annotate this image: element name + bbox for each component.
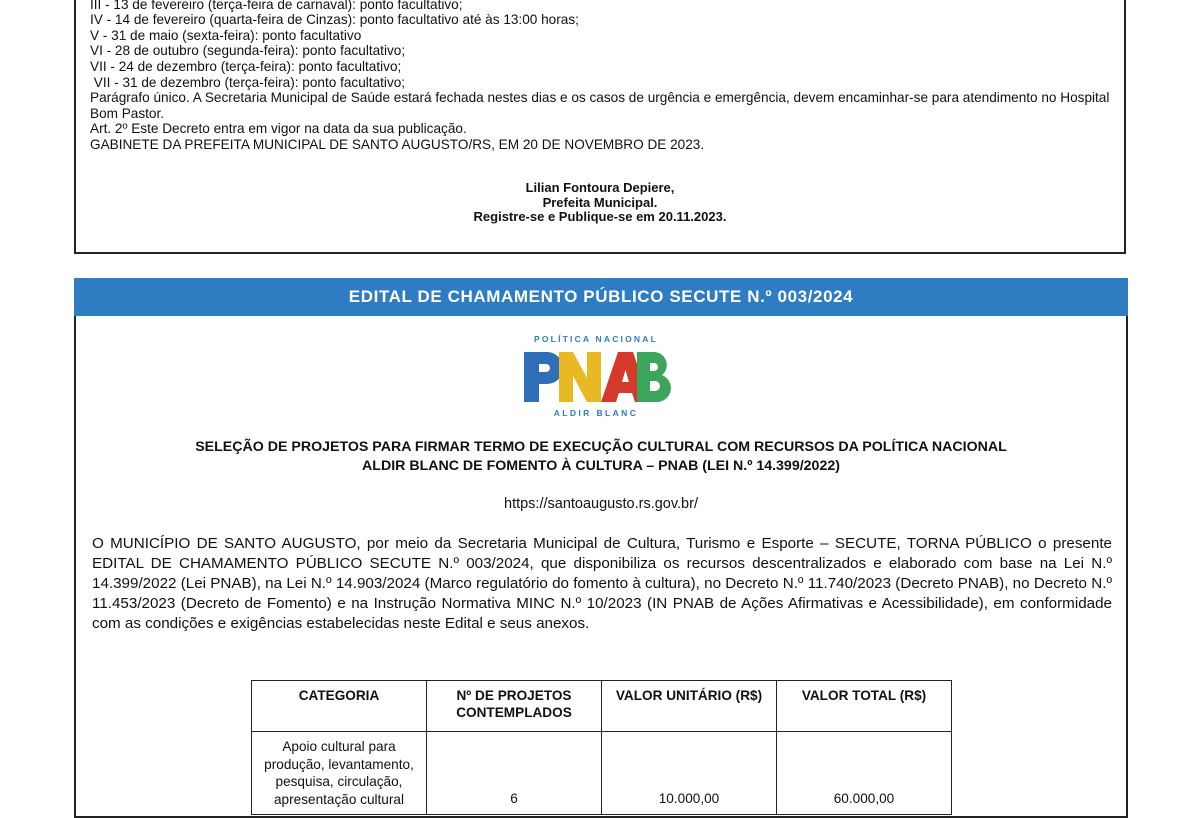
- decree-line: VI - 28 de outubro (segunda-feira): ponto facultativo;: [90, 43, 406, 59]
- cell-unit-value: 10.000,00: [602, 732, 777, 815]
- edital-body: O MUNICÍPIO DE SANTO AUGUSTO, por meio da Secretaria Municipal de Cultura, Turismo e Esporte – SECUTE, TORNA PÚBLICO o presente EDITAL DE CHAMAMENTO PÚBLICO SECUTE N.º 003/2024, que disponibiliza os recursos descentralizados e elaborado com base na Lei N.º 14.399/2022 (Lei PNAB), na Lei N.º 14.903/2024 (Marco regulatório do fomento à cultura), no Decreto N.º 11.740/2023 (Decreto PNAB), no Decreto N.º 11.453/2023 (Decreto de Fomento) e na Instrução Normativa MINC N.º 10/2023 (IN PNAB de Ações Afirmativas e Acessibilidade), em conformidade com as condições e exigências estabelecidas neste Edital e seus anexos.: [92, 535, 1112, 632]
- decree-paragraph: Parágrafo único. A Secretaria Municipal de Saúde estará fechada nestes dias e os casos de urgência e emergência, devem encaminhar-se para atendimento no Hospital Bom Pastor.: [90, 90, 1110, 121]
- decree-line: V - 31 de maio (sexta-feira): ponto facultativo: [90, 27, 362, 43]
- decree-line: III - 13 de fevereiro (terça-feira de carnaval): ponto facultativo;: [90, 0, 463, 12]
- logo-top-text: POLÍTICA NACIONAL: [534, 334, 658, 344]
- decree-cabinet: GABINETE DA PREFEITA MUNICIPAL DE SANTO AUGUSTO/RS, EM 20 DE NOVEMBRO DE 2023.: [90, 136, 705, 152]
- decree-box: [74, 0, 1126, 254]
- decree-line: IV - 14 de fevereiro (quarta-feira de Cinzas): ponto facultativo até às 13:00 horas;: [90, 12, 579, 28]
- header-valor-total: VALOR TOTAL (R$): [777, 681, 952, 732]
- decree-line: VII - 24 de dezembro (terça-feira): ponto facultativo;: [90, 58, 402, 74]
- edital-heading: [96, 438, 1106, 476]
- signature-role: Prefeita Municipal.: [542, 194, 658, 210]
- logo-letter-n: [559, 352, 601, 402]
- signature-register: Registre-se e Publique-se em 20.11.2023.: [473, 209, 727, 224]
- header-valor-unitario: VALOR UNITÁRIO (R$): [602, 681, 777, 732]
- website-url: https://santoaugusto.rs.gov.br/: [504, 496, 698, 512]
- cell-total-value: 60.000,00: [777, 732, 952, 815]
- table-header-row: [252, 681, 952, 732]
- decree-article-2: Art. 2º Este Decreto entra em vigor na data da sua publicação.: [90, 121, 467, 137]
- table-row: [252, 732, 952, 815]
- edital-box: [74, 278, 1128, 818]
- decree-line: VII - 31 de dezembro (terça-feira): ponto facultativo;: [90, 74, 406, 90]
- logo-letter-b: [637, 352, 671, 402]
- category-table: [251, 680, 952, 815]
- heading-line-2: ALDIR BLANC DE FOMENTO À CULTURA – PNAB (LEI N.º 14.399/2022): [362, 458, 840, 474]
- header-categoria: CATEGORIA: [252, 681, 427, 732]
- edital-banner: EDITAL DE CHAMAMENTO PÚBLICO SECUTE N.º 003/2024: [74, 278, 1128, 316]
- pnab-logo: [521, 334, 691, 422]
- signature-name: Lilian Fontoura Depiere,: [525, 180, 675, 195]
- heading-line-1: SELEÇÃO DE PROJETOS PARA FIRMAR TERMO DE EXECUÇÃO CULTURAL COM RECURSOS DA POLÍTICA NACIONAL: [195, 439, 1007, 455]
- pnab-wordmark-graphic: [521, 344, 671, 406]
- logo-letter-p: [524, 352, 563, 402]
- cell-count: 6: [427, 732, 602, 815]
- signature-block: [76, 181, 1124, 225]
- header-projetos: Nº DE PROJETOS CONTEMPLADOS: [427, 681, 602, 732]
- logo-bottom-text: ALDIR BLANC: [553, 408, 639, 418]
- decree-text: [90, 0, 1114, 153]
- cell-category: Apoio cultural para produção, levantamento, pesquisa, circulação, apresentação cultural: [252, 732, 427, 815]
